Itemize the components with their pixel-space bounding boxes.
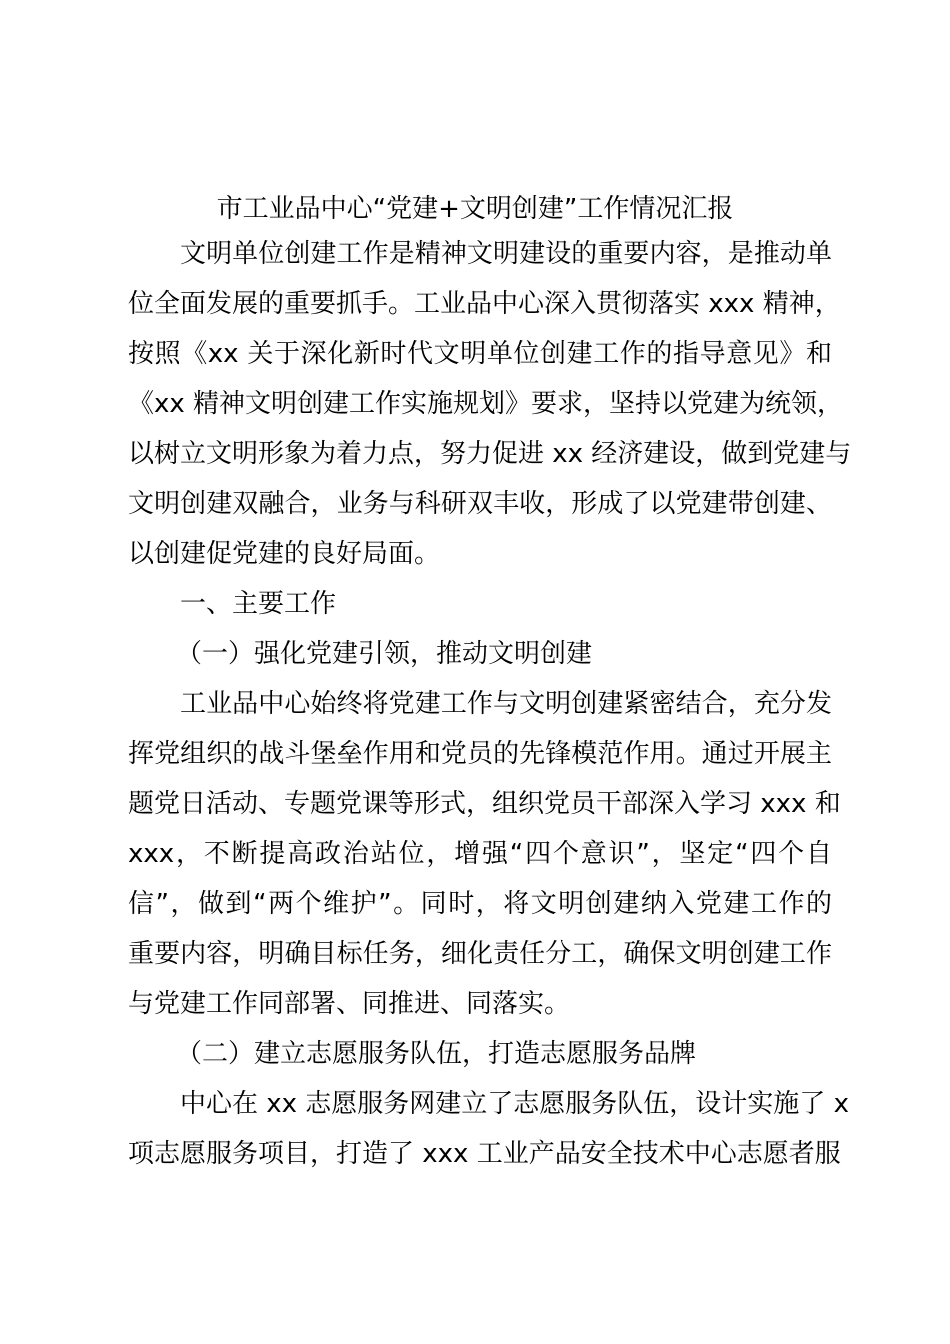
section-heading: 一、主要工作 bbox=[180, 589, 337, 619]
intro-line: 按照《xx 关于深化新时代文明单位创建工作的指导意见》和 bbox=[128, 339, 832, 369]
body-line: 信”，做到“两个维护”。同时，将文明创建纳入党建工作的 bbox=[128, 889, 832, 919]
body-line: 题党日活动、专题党课等形式，组织党员干部深入学习 xxx 和 bbox=[128, 789, 841, 819]
intro-line: 位全面发展的重要抓手。工业品中心深入贯彻落实 xxx 精神， bbox=[128, 289, 841, 319]
intro-line: 文明单位创建工作是精神文明建设的重要内容，是推动单 bbox=[180, 239, 832, 269]
intro-line: 以创建促党建的良好局面。 bbox=[128, 539, 441, 569]
body-line: 中心在 xx 志愿服务网建立了志愿服务队伍，设计实施了 x bbox=[180, 1089, 849, 1119]
body-line: 与党建工作同部署、同推进、同落实。 bbox=[128, 989, 571, 1019]
body-line: 项志愿服务项目，打造了 xxx 工业产品安全技术中心志愿者服 bbox=[128, 1139, 841, 1169]
subsection-heading: （一）强化党建引领，推动文明创建 bbox=[176, 639, 593, 669]
intro-line: 文明创建双融合，业务与科研双丰收，形成了以党建带创建、 bbox=[128, 489, 832, 519]
body-line: 工业品中心始终将党建工作与文明创建紧密结合，充分发 bbox=[180, 689, 832, 719]
body-line: 重要内容，明确目标任务，细化责任分工，确保文明创建工作 bbox=[128, 939, 832, 969]
intro-line: 《xx 精神文明创建工作实施规划》要求，坚持以党建为统领， bbox=[128, 389, 844, 419]
body-line: 挥党组织的战斗堡垒作用和党员的先锋模范作用。通过开展主 bbox=[128, 739, 832, 769]
intro-line: 以树立文明形象为着力点，努力促进 xx 经济建设，做到党建与 bbox=[128, 439, 852, 469]
body-line: xxx，不断提高政治站位，增强“四个意识”，坚定“四个自 bbox=[128, 839, 832, 869]
document-title: 市工业品中心“党建+文明创建”工作情况汇报 bbox=[216, 194, 734, 224]
subsection-heading: （二）建立志愿服务队伍，打造志愿服务品牌 bbox=[176, 1039, 697, 1069]
